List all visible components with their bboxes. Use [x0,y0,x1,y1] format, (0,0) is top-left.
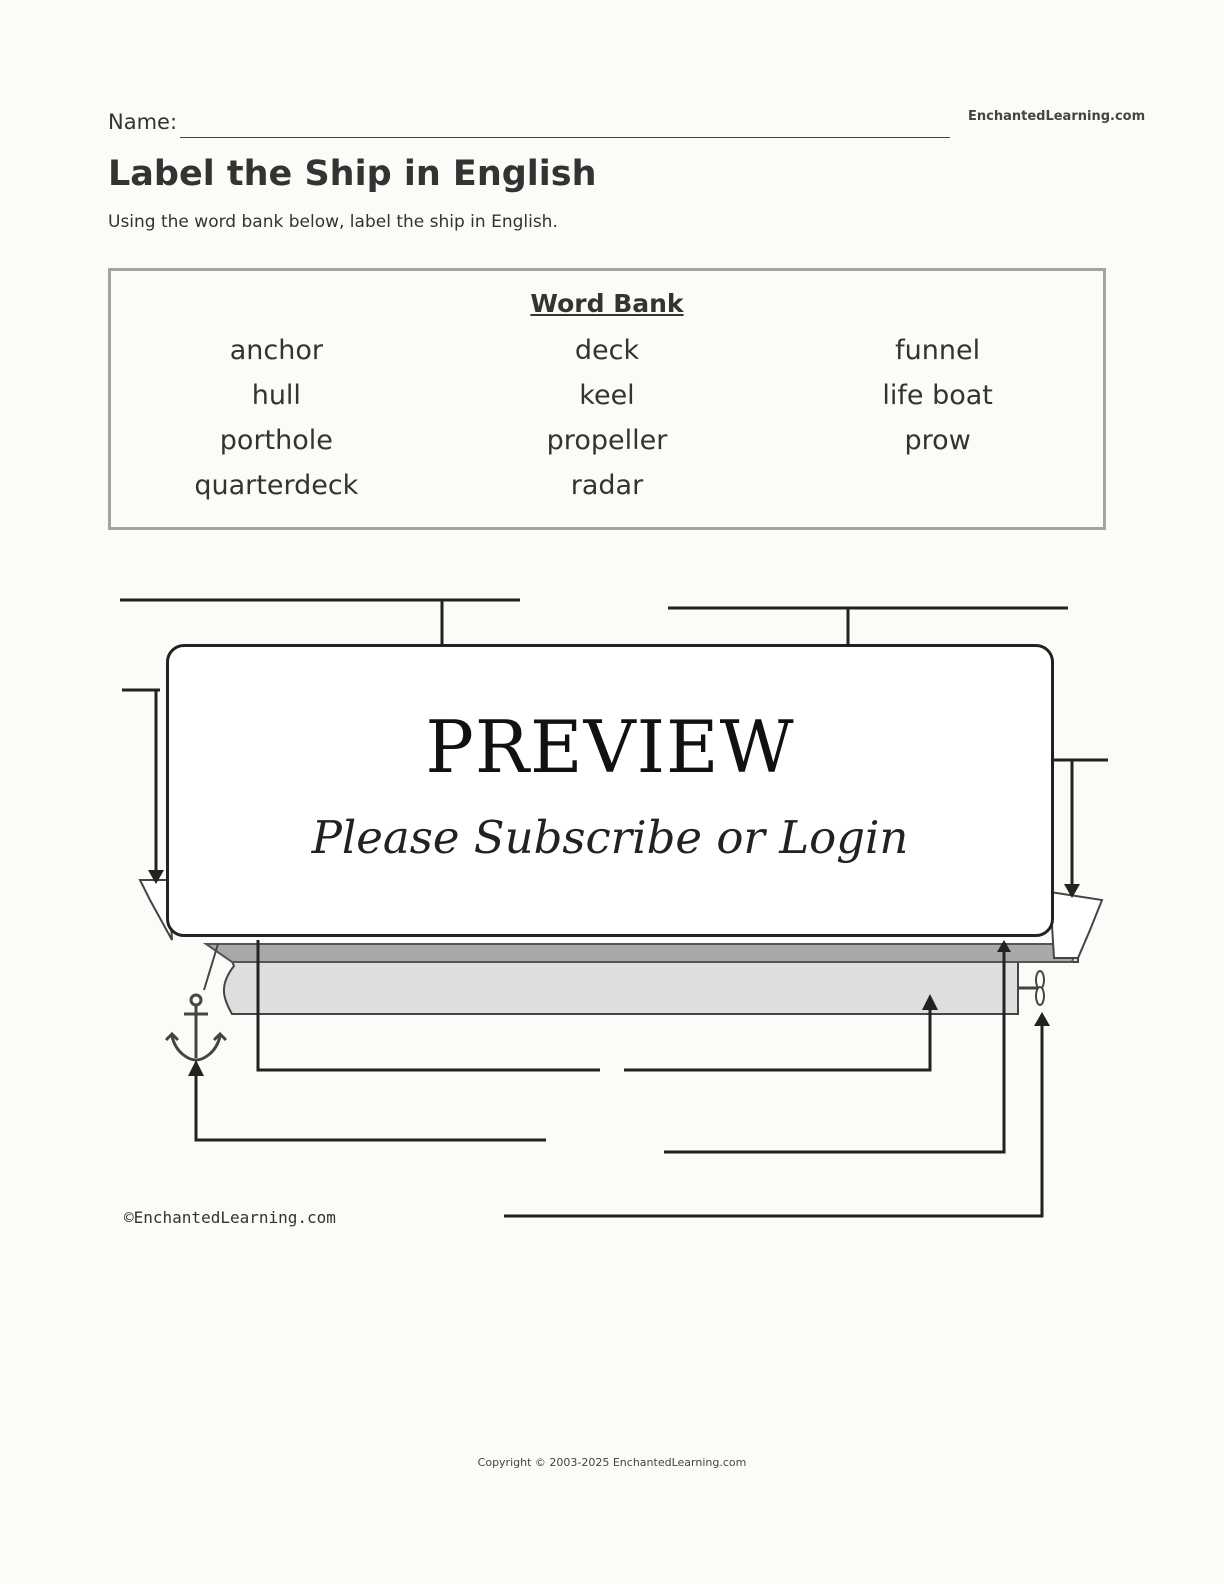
word-bank-grid [111,331,1103,505]
word-bank-word: life boat [882,380,993,411]
word-bank-title: Word Bank [530,289,684,318]
footer-copyright: Copyright © 2003-2025 EnchantedLearning.com [477,1456,747,1469]
preview-subtitle: Please Subscribe or Login [311,811,909,864]
diagram-credit: ©EnchantedLearning.com [124,1208,336,1227]
preview-overlay[interactable] [166,644,1054,937]
name-input-line[interactable] [180,137,950,138]
word-bank-word: porthole [219,425,333,456]
anchor-icon [166,995,226,1060]
word-bank-word: funnel [895,335,981,366]
word-bank-word: hull [251,380,301,411]
page-title: Label the Ship in English [108,154,597,194]
word-bank-word: propeller [546,425,668,456]
name-label: Name: [108,110,178,134]
site-brand: EnchantedLearning.com [968,109,1146,124]
word-bank-word: prow [904,425,971,456]
word-bank-word: keel [579,380,635,411]
word-bank-word: radar [570,470,644,501]
preview-title: PREVIEW [425,705,795,789]
word-bank [108,268,1106,530]
word-bank-word: anchor [229,335,323,366]
word-bank-word: deck [574,335,640,366]
instructions: Using the word bank below, label the ship in English. [108,212,558,232]
propeller-icon [1018,971,1044,1005]
word-bank-word: quarterdeck [194,470,359,501]
